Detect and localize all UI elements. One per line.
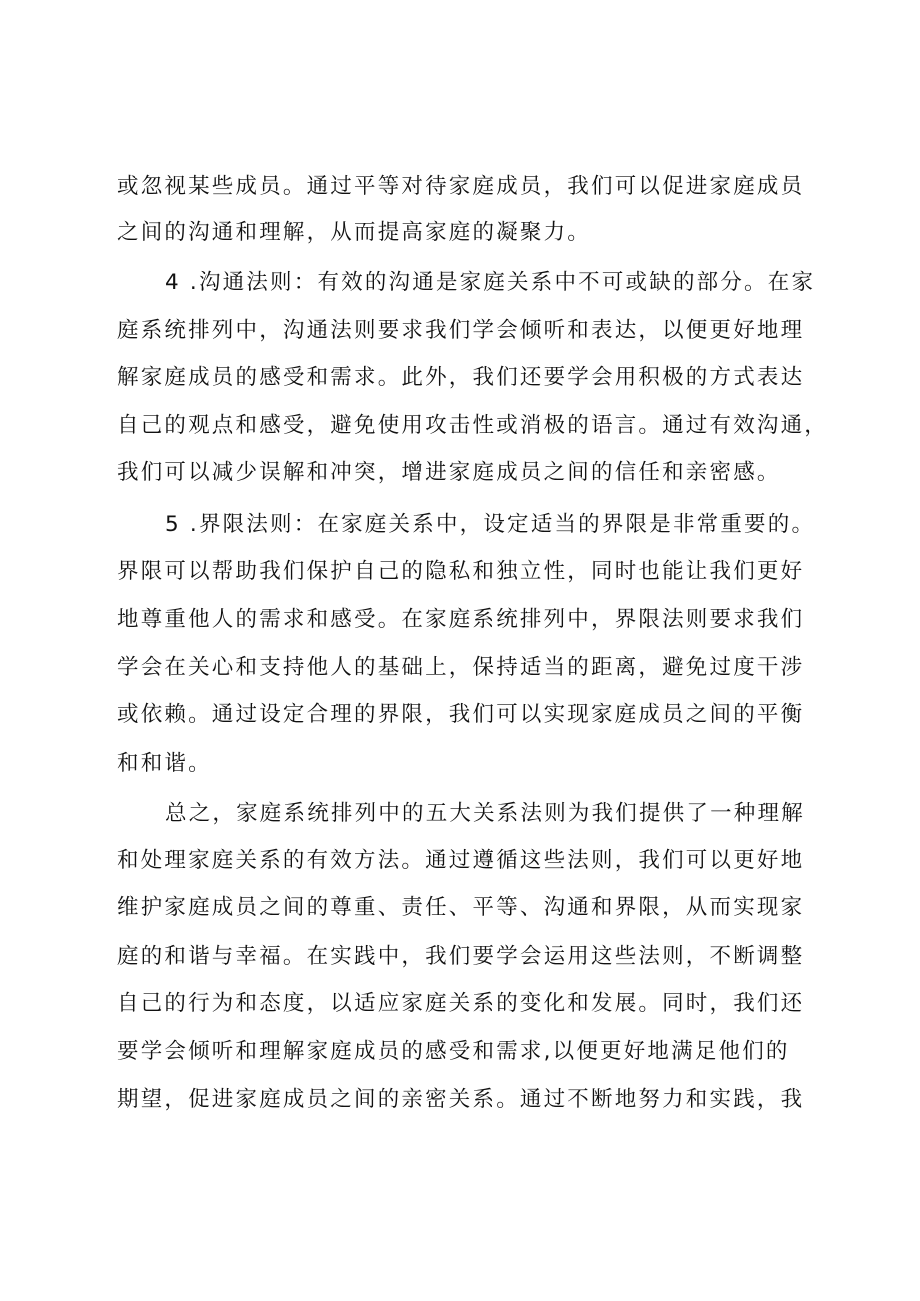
- text-line: 和和谐。: [117, 751, 212, 776]
- text-line: 庭系统排列中，沟通法则要求我们学会倾听和表达，以便更好地理: [117, 318, 805, 343]
- text-line: 要学会倾听和理解家庭成员的感受和需求,以便更好地满足他们的: [117, 1039, 790, 1064]
- text-line: 界限可以帮助我们保护自己的隐私和独立性，同时也能让我们更好: [117, 559, 805, 584]
- text-line: 自己的行为和态度，以适应家庭关系的变化和发展。同时，我们还: [117, 991, 805, 1016]
- text-line: 解家庭成员的感受和需求。此外，我们还要学会用积极的方式表达: [117, 365, 805, 390]
- text-line: 地尊重他人的需求和感受。在家庭系统排列中，界限法则要求我们: [117, 607, 805, 632]
- text-line: 和处理家庭关系的有效方法。通过遵循这些法则，我们可以更好地: [117, 848, 805, 873]
- text-line: 维护家庭成员之间的尊重、责任、平等、沟通和界限，从而实现家: [117, 895, 805, 920]
- text-line: 总之，家庭系统排列中的五大关系法则为我们提供了一种理解: [165, 801, 805, 826]
- text-line: 自己的观点和感受，避免使用攻击性或消极的语言。通过有效沟通，: [117, 413, 829, 438]
- text-line: 之间的沟通和理解，从而提高家庭的凝聚力。: [117, 220, 592, 245]
- text-line: 我们可以减少误解和冲突，增进家庭成员之间的信任和亲密感。: [117, 460, 781, 485]
- text-line: 学会在关心和支持他人的基础上，保持适当的距离，避免过度干涉: [117, 655, 805, 680]
- text-line: 或依赖。通过设定合理的界限，我们可以实现家庭成员之间的平衡: [117, 702, 805, 727]
- text-line: 或忽视某些成员。通过平等对待家庭成员，我们可以促进家庭成员: [117, 174, 805, 199]
- text-line: 5 .界限法则：在家庭关系中，设定适当的界限是非常重要的。: [165, 512, 816, 537]
- text-line: 4 .沟通法则：有效的沟通是家庭关系中不可或缺的部分。在家: [165, 270, 816, 295]
- text-line: 期望，促进家庭成员之间的亲密关系。通过不断地努力和实践，我: [117, 1087, 805, 1112]
- text-line: 庭的和谐与幸福。在实践中，我们要学会运用这些法则，不断调整: [117, 944, 805, 969]
